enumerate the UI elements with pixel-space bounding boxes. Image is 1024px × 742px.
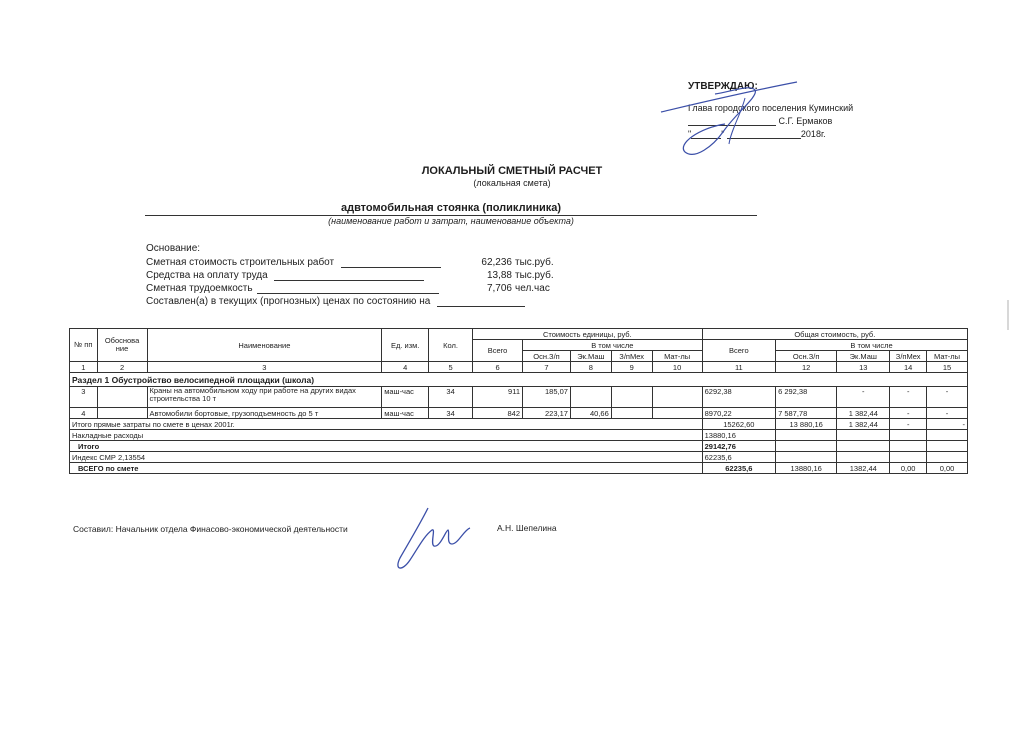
- summary-total: 62235,6: [702, 463, 775, 474]
- approval-signature-icon: [655, 74, 805, 166]
- header-unit-mat: Мат-лы: [652, 351, 702, 362]
- summary-osn: [776, 441, 837, 452]
- col-number: 12: [776, 362, 837, 373]
- document-title: ЛОКАЛЬНЫЙ СМЕТНЫЙ РАСЧЕТ: [421, 165, 603, 177]
- section-row: [70, 373, 968, 387]
- row-num: 4: [70, 408, 98, 419]
- header-unit-zpm: З/пМех: [611, 351, 652, 362]
- basis-row-value: 62,236: [481, 257, 512, 268]
- summary-total: 13880,16: [702, 430, 775, 441]
- header-unit-cost-group: Стоимость единицы, руб.: [473, 329, 703, 340]
- basis-row-value: 13,88: [486, 270, 512, 281]
- basis-row-label: Сметная трудоемкость: [146, 283, 253, 294]
- table-row: [70, 408, 968, 419]
- basis-row-unit: чел.час: [515, 283, 550, 294]
- header-basis: Обоснова ние: [97, 329, 147, 362]
- col-number: 15: [927, 362, 968, 373]
- summary-zpm: [890, 452, 927, 463]
- basis-row-label: Сметная стоимость строительных работ: [146, 257, 335, 268]
- header-unit-osn: Осн.З/п: [523, 351, 571, 362]
- summary-osn: 13880,16: [776, 463, 837, 474]
- col-number: 9: [611, 362, 652, 373]
- summary-zpm: [890, 430, 927, 441]
- row-unit-ek: 40,66: [570, 408, 611, 419]
- approval-signer: С.Г. Ермаков: [778, 116, 833, 126]
- summary-row: [70, 419, 968, 430]
- composer-label: Составил: Начальник отдела Финасово-экономической деятельности: [73, 524, 348, 534]
- summary-mat: 0,00: [927, 463, 968, 474]
- col-number: 11: [702, 362, 775, 373]
- approval-title: УТВЕРЖДАЮ:: [688, 81, 758, 92]
- summary-ek: 1382,44: [837, 463, 890, 474]
- header-total-total: Всего: [702, 340, 775, 362]
- summary-osn: 13 880,16: [776, 419, 837, 430]
- header-total-incl: В том числе: [776, 340, 968, 351]
- scan-edge-mark: [1007, 300, 1009, 330]
- column-numbers-row: [70, 362, 968, 373]
- row-total-ek: 1 382,44: [837, 408, 890, 419]
- basis-row-unit: тыс.руб.: [515, 257, 554, 268]
- summary-zpm: 0,00: [890, 463, 927, 474]
- row-basis: [97, 387, 147, 408]
- basis-row-label: Средства на оплату труда: [146, 270, 268, 281]
- summary-ek: [837, 452, 890, 463]
- header-unit-incl: В том числе: [523, 340, 703, 351]
- row-unit-osn: 185,07: [523, 387, 571, 408]
- row-total-total: 6292,38: [702, 387, 775, 408]
- summary-mat: [927, 430, 968, 441]
- basis-prices-label: Составлен(а) в текущих (прогнозных) ценах по состоянию на: [146, 296, 431, 307]
- row-unit-mat: [652, 408, 702, 419]
- header-num: № пп: [70, 329, 98, 362]
- basis-row-labor: [146, 270, 554, 281]
- row-basis: [97, 408, 147, 419]
- header-unit: Ед. изм.: [382, 329, 429, 362]
- section-title: Раздел 1 Обустройство велосипедной площадки (школа): [70, 373, 968, 387]
- col-number: 6: [473, 362, 523, 373]
- summary-ek: 1 382,44: [837, 419, 890, 430]
- header-row-1: [70, 329, 968, 340]
- col-number: 8: [570, 362, 611, 373]
- object-name: адвтомобильная стоянка (поликлиника): [145, 203, 757, 216]
- row-unit-zpm: [611, 387, 652, 408]
- row-qty: 34: [429, 408, 473, 419]
- col-number: 7: [523, 362, 571, 373]
- row-name: Краны на автомобильном ходу при работе на других видах строительства 10 т: [147, 387, 382, 408]
- col-number: 14: [890, 362, 927, 373]
- header-unit-ek: Эк.Маш: [570, 351, 611, 362]
- summary-mat: [927, 441, 968, 452]
- composer-signature-icon: [390, 500, 490, 576]
- row-name: Автомобили бортовые, грузоподъемность до 5 т: [147, 408, 382, 419]
- header-total-mat: Мат-лы: [927, 351, 968, 362]
- row-total-zpm: -: [890, 387, 927, 408]
- row-unit-total: 911: [473, 387, 523, 408]
- summary-row: [70, 452, 968, 463]
- row-total-zpm: -: [890, 408, 927, 419]
- row-total-ek: -: [837, 387, 890, 408]
- col-number: 5: [429, 362, 473, 373]
- col-number: 3: [147, 362, 382, 373]
- header-total-zpm: З/пМех: [890, 351, 927, 362]
- header-name: Наименование: [147, 329, 382, 362]
- basis-row-value: 7,706: [486, 283, 512, 294]
- summary-osn: [776, 430, 837, 441]
- row-unit-ek: [570, 387, 611, 408]
- basis-label: Основание:: [146, 243, 201, 254]
- summary-mat: [927, 452, 968, 463]
- summary-osn: [776, 452, 837, 463]
- summary-label: Индекс СМР 2,13554: [70, 452, 703, 463]
- estimate-table: [69, 328, 968, 474]
- header-unit-total: Всего: [473, 340, 523, 362]
- table-row: [70, 387, 968, 408]
- row-total-osn: 6 292,38: [776, 387, 837, 408]
- summary-mat: -: [927, 419, 968, 430]
- row-unit-mat: [652, 387, 702, 408]
- row-unit-osn: 223,17: [523, 408, 571, 419]
- approval-date-quote-open: ": [688, 129, 692, 139]
- object-note: (наименование работ и затрат, наименование объекта): [328, 216, 574, 226]
- composer-name: А.Н. Шепелина: [497, 523, 557, 533]
- row-total-osn: 7 587,78: [776, 408, 837, 419]
- basis-row-labor-hours: [146, 283, 550, 294]
- basis-row-cost: [146, 257, 554, 268]
- row-total-mat: -: [927, 387, 968, 408]
- summary-ek: [837, 430, 890, 441]
- summary-row: [70, 430, 968, 441]
- col-number: 2: [97, 362, 147, 373]
- col-number: 10: [652, 362, 702, 373]
- summary-total: 29142,76: [702, 441, 775, 452]
- summary-total: 15262,60: [702, 419, 775, 430]
- row-total-total: 8970,22: [702, 408, 775, 419]
- col-number: 4: [382, 362, 429, 373]
- document-subtitle: (локальная смета): [473, 178, 551, 188]
- row-qty: 34: [429, 387, 473, 408]
- row-num: 3: [70, 387, 98, 408]
- header-total-osn: Осн.З/п: [776, 351, 837, 362]
- row-unit-zpm: [611, 408, 652, 419]
- summary-label: ВСЕГО по смете: [70, 463, 703, 474]
- summary-label: Итого прямые затраты по смете в ценах 2001г.: [70, 419, 703, 430]
- summary-label: Итого: [70, 441, 703, 452]
- summary-total: 62235,6: [702, 452, 775, 463]
- summary-zpm: [890, 441, 927, 452]
- row-total-mat: -: [927, 408, 968, 419]
- header-qty: Кол.: [429, 329, 473, 362]
- summary-zpm: -: [890, 419, 927, 430]
- basis-row-prices: [146, 296, 525, 307]
- row-unit-total: 842: [473, 408, 523, 419]
- col-number: 1: [70, 362, 98, 373]
- header-total-ek: Эк.Маш: [837, 351, 890, 362]
- summary-row: [70, 441, 968, 452]
- row-unit: маш-час: [382, 408, 429, 419]
- header-total-cost-group: Общая стоимость, руб.: [702, 329, 967, 340]
- summary-label: Накладные расходы: [70, 430, 703, 441]
- approval-date-year: 2018г.: [800, 129, 826, 139]
- summary-row: [70, 463, 968, 474]
- col-number: 13: [837, 362, 890, 373]
- basis-row-unit: тыс.руб.: [515, 270, 554, 281]
- approval-position: Глава городского поселения Куминский: [688, 103, 854, 113]
- row-unit: маш-час: [382, 387, 429, 408]
- approval-date-quote-close: ": [721, 129, 725, 139]
- summary-ek: [837, 441, 890, 452]
